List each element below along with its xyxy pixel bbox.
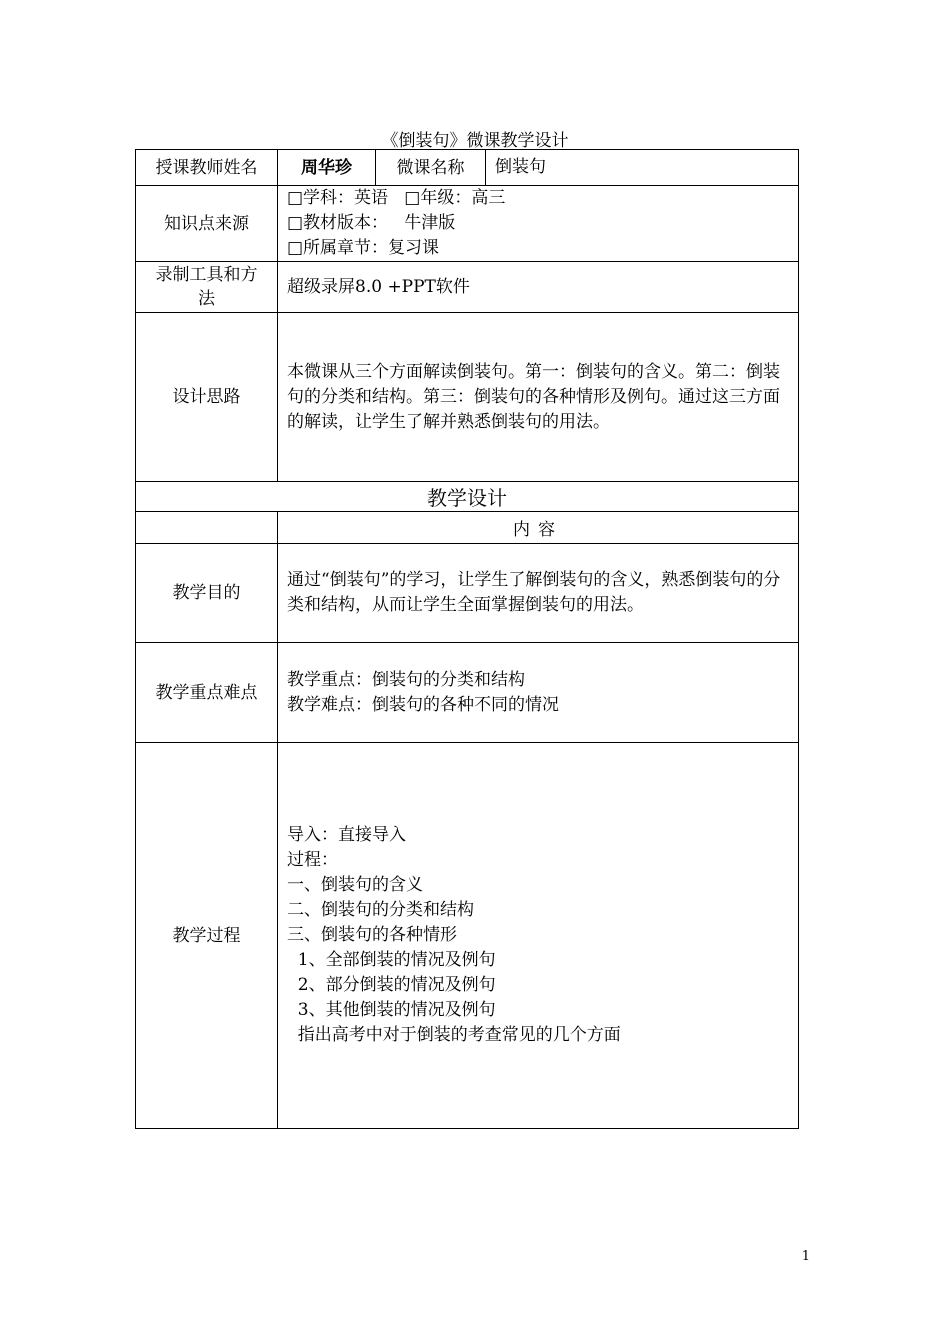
content-header: 内容 [278,512,799,544]
recording-row [136,262,799,313]
knowledge-source-line: □学科：英语 □年级：高三 [287,188,506,208]
page-number: 1 [801,1249,810,1264]
knowledge-source-label: 知识点来源 [136,186,278,262]
knowledge-source-value [278,186,799,262]
recording-label-line: 录制工具和方 [155,265,258,285]
process-line: 1、全部倒装的情况及例句 [287,950,496,970]
process-line: 三、倒装句的各种情形 [287,925,457,945]
key-points-value [278,643,799,743]
key-point-line: 教学重点：倒装句的分类和结构 [287,669,525,690]
key-points-row [136,643,799,743]
teacher-label: 授课教师姓名 [136,150,278,186]
recording-label [136,262,278,313]
teaching-design-row [136,482,799,512]
process-line: 导入：直接导入 [287,825,406,845]
course-label: 微课名称 [376,150,486,186]
recording-label-line: 法 [198,289,215,309]
process-line: 一、倒装句的含义 [287,875,423,895]
design-idea-label: 设计思路 [136,313,278,482]
document-title: 《倒装句》微课教学设计 [381,131,569,151]
course-name: 倒装句 [486,150,799,186]
process-label: 教学过程 [136,743,278,1129]
process-row [136,743,799,1129]
knowledge-source-row [136,186,799,262]
process-line: 过程： [287,850,338,870]
lesson-design-table [135,149,799,1129]
key-point-line: 教学难点：倒装句的各种不同的情况 [287,694,559,715]
process-line: 3、其他倒装的情况及例句 [287,1000,496,1020]
objective-label: 教学目的 [136,544,278,643]
design-idea-row [136,313,799,482]
recording-value: 超级录屏8.0 +PPT软件 [278,262,799,313]
process-line: 二、倒装句的分类和结构 [287,900,474,920]
teacher-name: 周华珍 [278,150,376,186]
objective-row [136,544,799,643]
process-line: 指出高考中对于倒装的考查常见的几个方面 [287,1025,621,1045]
process-line: 2、部分倒装的情况及例句 [287,975,496,995]
header-row [136,150,799,186]
key-points-label: 教学重点难点 [136,643,278,743]
content-header-row [136,512,799,544]
teaching-design-heading: 教学设计 [136,482,799,512]
process-value [278,743,799,1129]
objective-text: 通过“倒装句”的学习，让学生了解倒装句的含义，熟悉倒装句的分类和结构，从而让学生全面掌握倒装句的用法。 [278,544,799,643]
content-header-blank [136,512,278,544]
design-idea-text: 本微课从三个方面解读倒装句。第一：倒装句的含义。第二：倒装句的分类和结构。第三：倒装句的各种情形及例句。通过这三方面的解读，让学生了解并熟悉倒装句的用法。 [278,313,799,482]
knowledge-source-line: □所属章节：复习课 [287,238,440,258]
knowledge-source-line: □教材版本： 牛津版 [287,213,456,233]
